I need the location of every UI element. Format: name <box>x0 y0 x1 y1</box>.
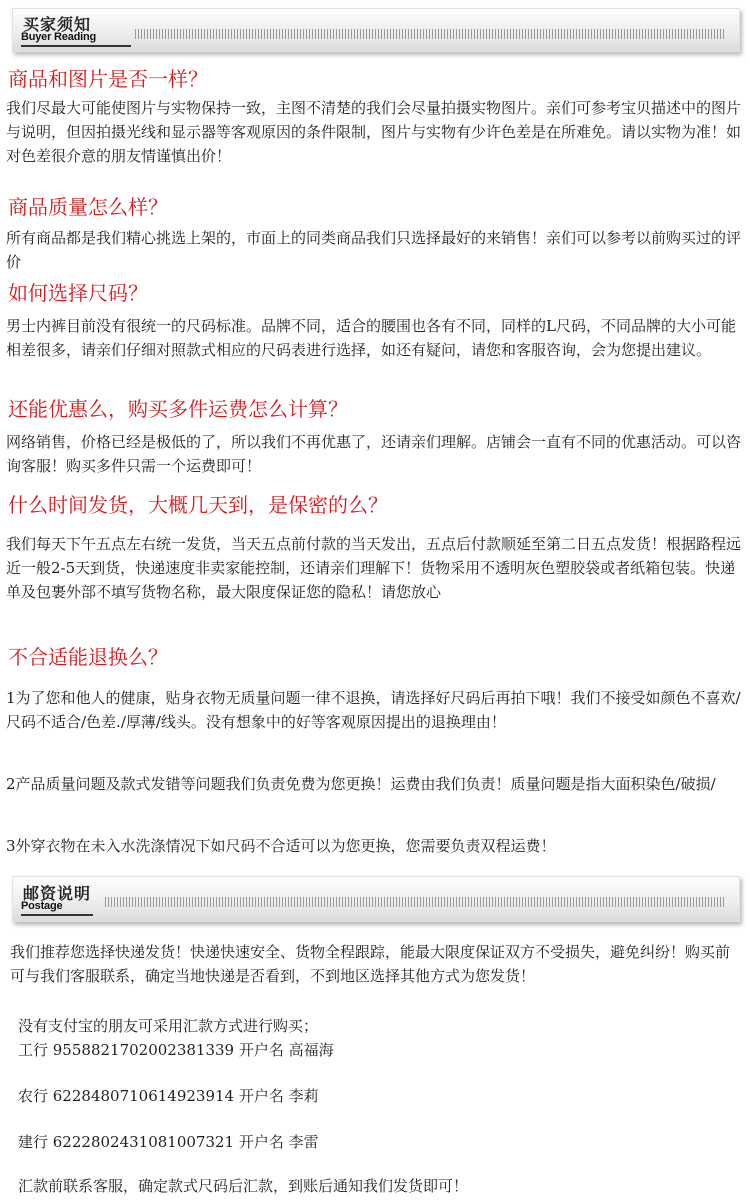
banner-underline <box>21 45 131 47</box>
postage-title-en: Postage <box>21 900 63 912</box>
postage-underline <box>21 914 93 916</box>
banner-title-cn: 买家须知 <box>23 15 92 34</box>
section-body-image-match: 我们尽最大可能使图片与实物保持一致，主图不清楚的我们会尽量拍摄实物图片。亲们可参考宝贝描述中的图片与说明，但因拍摄光线和显示器等客观原因的条件限制，图片与实物有少许色差是在所难免。请以实物为准！如对色差很介意的朋友情谨慎出价！ <box>6 99 742 165</box>
section-body-discount: 网络销售，价格已经是极低的了，所以我们不再优惠了，还请亲们理解。店铺会一直有不同的优惠活动。可以咨询客服！购买多件只需一个运费即可！ <box>6 433 742 475</box>
section-heading-image-match: 商品和图片是否一样？ <box>8 67 208 91</box>
section-body-size: 男士内裤目前没有很统一的尺码标准。品牌不同，适合的腰围也各有不同，同样的L尺码，不同品牌的大小可能相差很多，请亲们仔细对照款式相应的尺码表进行选择，如还有疑问，请您和客服咨询，会为您提出建议。 <box>6 317 736 359</box>
postage-title-cn: 邮资说明 <box>23 884 92 903</box>
postage-hatch-pattern <box>105 897 725 907</box>
section-body-quality: 所有商品都是我们精心挑选上架的，市面上的同类商品我们只选择最好的来销售！亲们可以参考以前购买过的评价 <box>6 229 742 271</box>
postage-footer: 汇款前联系客服，确定款式尺码后汇款，到账后通知我们发货即可！ <box>18 1177 469 1195</box>
section-heading-size: 如何选择尺码？ <box>8 281 148 305</box>
returns-item-1: 1为了您和他人的健康，贴身衣物无质量问题一律不退换，请选择好尺码后再拍下哦！我们不接受如颜色不喜欢/尺码不适合/色差./厚薄/线头。没有想象中的好等客观原因提出的退换理由！ <box>6 689 741 731</box>
section-body-shipping: 我们每天下午五点左右统一发货，当天五点前付款的当天发出，五点后付款顺延至第二日五点发货！根据路程远近一般2-5天到货，快递速度非卖家能控制，还请亲们理解下！货物采用不透明灰色塑胶袋或者纸箱包装。快递单及包裹外部不填写货物名称，最大限度保证您的隐私！请您放心 <box>6 535 742 601</box>
postage-intro: 我们推荐您选择快递发货！快递快速安全、货物全程跟踪，能最大限度保证双方不受损失，避免纠纷！购买前可与我们客服联系，确定当地快递是否看到，不到地区选择其他方式为您发货！ <box>10 943 731 985</box>
section-heading-returns: 不合适能退换么？ <box>8 645 168 669</box>
alipay-note: 没有支付宝的朋友可采用汇款方式进行购买； <box>18 1017 319 1035</box>
buyer-reading-banner <box>12 8 740 52</box>
banner-hatch-pattern <box>135 29 725 39</box>
banner-title-en: Buyer Reading <box>21 31 97 43</box>
postage-banner <box>12 876 740 922</box>
bank-line-icbc: 工行 9558821702002381339 开户名 高福海 <box>18 1041 334 1059</box>
section-heading-discount: 还能优惠么，购买多件运费怎么计算？ <box>8 397 348 421</box>
bank-line-ccb: 建行 6222802431081007321 开户名 李雷 <box>18 1133 319 1151</box>
returns-item-2: 2产品质量问题及款式发错等问题我们负责免费为您更换！运费由我们负责！质量问题是指大面积染色/破损/ <box>6 775 716 793</box>
bank-line-abc: 农行 6228480710614923914 开户名 李莉 <box>18 1087 319 1105</box>
section-heading-quality: 商品质量怎么样？ <box>8 195 168 219</box>
section-heading-shipping: 什么时间发货，大概几天到，是保密的么？ <box>8 493 388 517</box>
returns-item-3: 3外穿衣物在未入水洗涤情况下如尺码不合适可以为您更换，您需要负责双程运费！ <box>6 837 556 855</box>
